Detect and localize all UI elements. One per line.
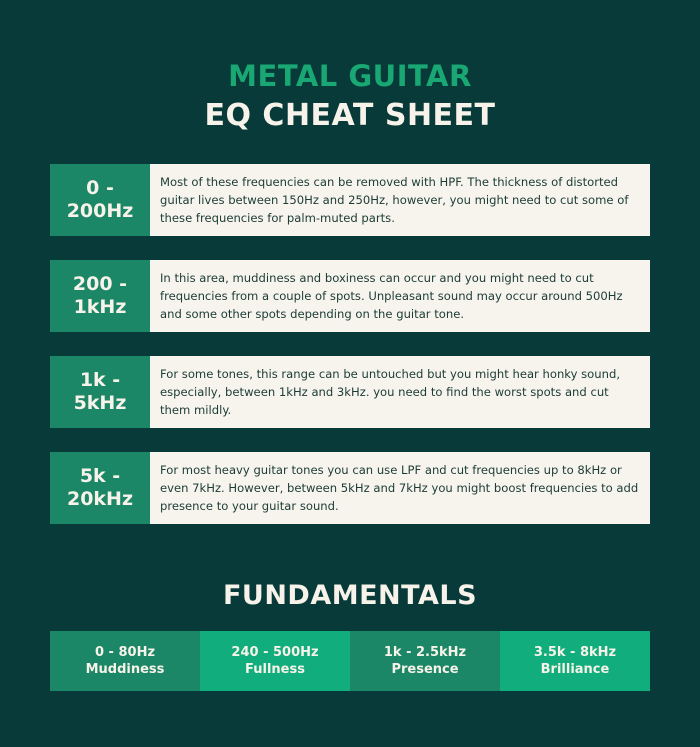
title-line-metal-guitar: METAL GUITAR <box>228 59 472 93</box>
fundamental-range: 3.5k - 8kHz <box>533 645 617 660</box>
fundamental-label: Muddiness <box>85 662 165 677</box>
band-range-line2: 20kHz <box>66 488 134 510</box>
band-range-line1: 200 - <box>72 273 128 295</box>
band-range-label <box>50 164 150 236</box>
fundamental-label: Fullness <box>245 662 305 677</box>
band-description: Most of these frequencies can be removed with HPF. The thickness of distorted guitar lives between 150Hz and 250Hz, however, you might need to cut some of these frequencies for palm-muted parts. <box>150 164 650 236</box>
fundamental-cell-brilliance <box>500 631 650 691</box>
band-description: In this area, muddiness and boxiness can occur and you might need to cut frequencies from a couple of spots. Unpleasant sound may occur around 500Hz and some other spots depending on the guitar tone. <box>150 260 650 332</box>
band-range-label <box>50 356 150 428</box>
fundamental-label: Brilliance <box>540 662 610 677</box>
band-row-5k-20khz <box>50 452 650 524</box>
band-range-line2: 5kHz <box>73 392 127 414</box>
title-line-eq-cheat-sheet: EQ CHEAT SHEET <box>204 98 496 133</box>
fundamental-range: 240 - 500Hz <box>231 645 319 660</box>
fundamental-cell-fullness <box>200 631 350 691</box>
fundamental-label: Presence <box>391 662 459 677</box>
fundamental-range: 0 - 80Hz <box>94 645 156 660</box>
band-range-label <box>50 452 150 524</box>
band-row-0-200hz <box>50 164 650 236</box>
band-description: For most heavy guitar tones you can use LPF and cut frequencies up to 8kHz or even 7kHz. However, between 5kHz and 7kHz you might boost frequencies to add presence to your guitar sound. <box>150 452 650 524</box>
band-range-line1: 5k - <box>79 465 121 487</box>
fundamentals-title: FUNDAMENTALS <box>222 580 478 611</box>
fundamental-cell-muddiness <box>50 631 200 691</box>
band-range-line1: 1k - <box>79 369 121 391</box>
band-range-label <box>50 260 150 332</box>
band-row-200-1khz <box>50 260 650 332</box>
fundamental-cell-presence <box>350 631 500 691</box>
band-range-line1: 0 - <box>86 177 114 199</box>
band-range-line2: 200Hz <box>66 200 134 222</box>
fundamental-range: 1k - 2.5kHz <box>383 645 467 660</box>
band-description: For some tones, this range can be untouched but you might hear honky sound, especially, between 1kHz and 3kHz. you need to find the worst spots and cut them mildly. <box>150 356 650 428</box>
band-range-line2: 1kHz <box>73 296 127 318</box>
band-row-1k-5khz <box>50 356 650 428</box>
fundamentals-row <box>50 631 650 691</box>
